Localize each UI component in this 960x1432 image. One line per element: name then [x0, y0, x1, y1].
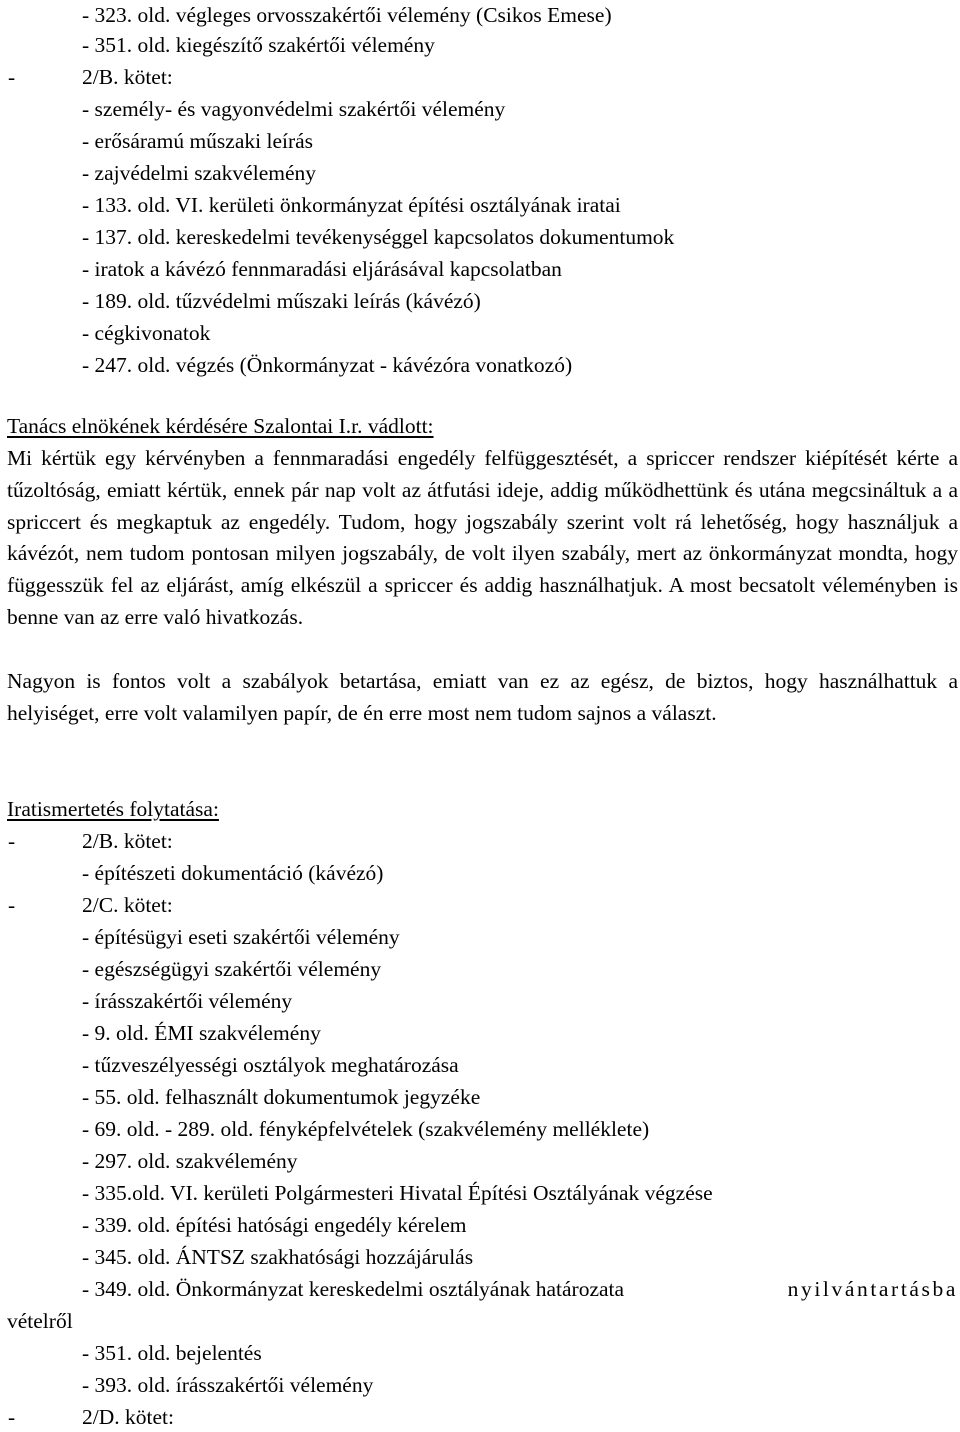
- list-item: - 393. old. írásszakértői vélemény: [82, 1373, 374, 1397]
- list-item: - 189. old. tűzvédelmi műszaki leírás (kávézó): [82, 289, 481, 313]
- volume-header-2b: [8, 826, 308, 856]
- list-item: - építésügyi eseti szakértői vélemény: [82, 925, 400, 949]
- list-item: - 55. old. felhasznált dokumentumok jegyzéke: [82, 1085, 481, 1109]
- testimony-heading: Tanács elnökének kérdésére Szalontai I.r. vádlott:: [7, 414, 434, 438]
- list-item: - 351. old. bejelentés: [82, 1341, 262, 1365]
- volume-dash: -: [8, 1405, 16, 1429]
- list-item: - 339. old. építési hatósági engedély kérelem: [82, 1213, 467, 1237]
- list-item: - 351. old. kiegészítő szakértői vélemény: [82, 33, 435, 57]
- list-item: - 9. old. ÉMI szakvélemény: [82, 1021, 321, 1045]
- list-item: - 247. old. végzés (Önkormányzat - kávézóra vonatkozó): [82, 353, 573, 377]
- list-item: - 349. old. Önkormányzat kereskedelmi osztályának határozata: [82, 1277, 625, 1301]
- volume-dash: -: [8, 829, 16, 853]
- list-item-continuation: vételről: [7, 1309, 73, 1333]
- testimony-paragraph: Nagyon is fontos volt a szabályok betartása, emiatt van ez az egész, de biztos, hogy használhattuk a helyiséget, erre volt valamilyen papír, de én erre most nem tudom sajnos a választ.: [7, 669, 958, 725]
- list-item: - 345. old. ÁNTSZ szakhatósági hozzájárulás: [82, 1245, 474, 1269]
- volume-label: 2/D. kötet:: [82, 1405, 174, 1429]
- volume-label: 2/B. kötet:: [82, 65, 173, 89]
- list-item: - 137. old. kereskedelmi tevékenységgel kapcsolatos dokumentumok: [82, 225, 675, 249]
- volume-header-2b: [8, 62, 308, 92]
- continuation-heading: Iratismertetés folytatása:: [7, 797, 219, 821]
- list-item: - cégkivonatok: [82, 321, 211, 345]
- list-item: - 335.old. VI. kerületi Polgármesteri Hivatal Építési Osztályának végzése: [82, 1181, 713, 1205]
- list-item-spaced-word: nyilvántartásba: [787, 1277, 958, 1301]
- volume-header-2c: [8, 890, 308, 920]
- volume-dash: -: [8, 893, 16, 917]
- list-item: - erősáramú műszaki leírás: [82, 129, 314, 153]
- list-item: - építészeti dokumentáció (kávézó): [82, 861, 384, 885]
- volume-dash: -: [8, 65, 16, 89]
- testimony-paragraph: Mi kértük egy kérvényben a fennmaradási engedély felfüggesztését, a spriccer rendszer kiépítését kérte a tűzoltóság, emiatt kértük, ennek pár nap volt az átfutási ideje, addig működhettünk és utána megcsináltuk a a spriccert és megkaptuk az engedély. Tudom, hogy jogszabály szerint volt rá lehetőség, hogy használjuk a kávézót, nem tudom pontosan milyen jogszabály, de volt ilyen szabály, mert az önkormányzat mondta, hogy függesszük fel az eljárást, amíg elkészül a spriccer és addig használhatjuk. A most becsatolt véleményben is benne van az erre való hivatkozás.: [7, 446, 958, 629]
- list-item: - 69. old. - 289. old. fényképfelvételek (szakvélemény melléklete): [82, 1117, 650, 1141]
- list-item: - személy- és vagyonvédelmi szakértői vélemény: [82, 97, 506, 121]
- list-item: - iratok a kávézó fennmaradási eljárásával kapcsolatban: [82, 257, 562, 281]
- list-item: - zajvédelmi szakvélemény: [82, 161, 317, 185]
- volume-label: 2/C. kötet:: [82, 893, 173, 917]
- list-item: - tűzveszélyességi osztályok meghatározása: [82, 1053, 459, 1077]
- volume-label: 2/B. kötet:: [82, 829, 173, 853]
- list-item: - 133. old. VI. kerületi önkormányzat építési osztályának iratai: [82, 193, 621, 217]
- list-item: - írásszakértői vélemény: [82, 989, 293, 1013]
- volume-header-2d: [8, 1402, 308, 1432]
- list-item: - 297. old. szakvélemény: [82, 1149, 298, 1173]
- list-item: - egészségügyi szakértői vélemény: [82, 957, 382, 981]
- list-item: - 323. old. végleges orvosszakértői vélemény (Csikos Emese): [82, 3, 612, 27]
